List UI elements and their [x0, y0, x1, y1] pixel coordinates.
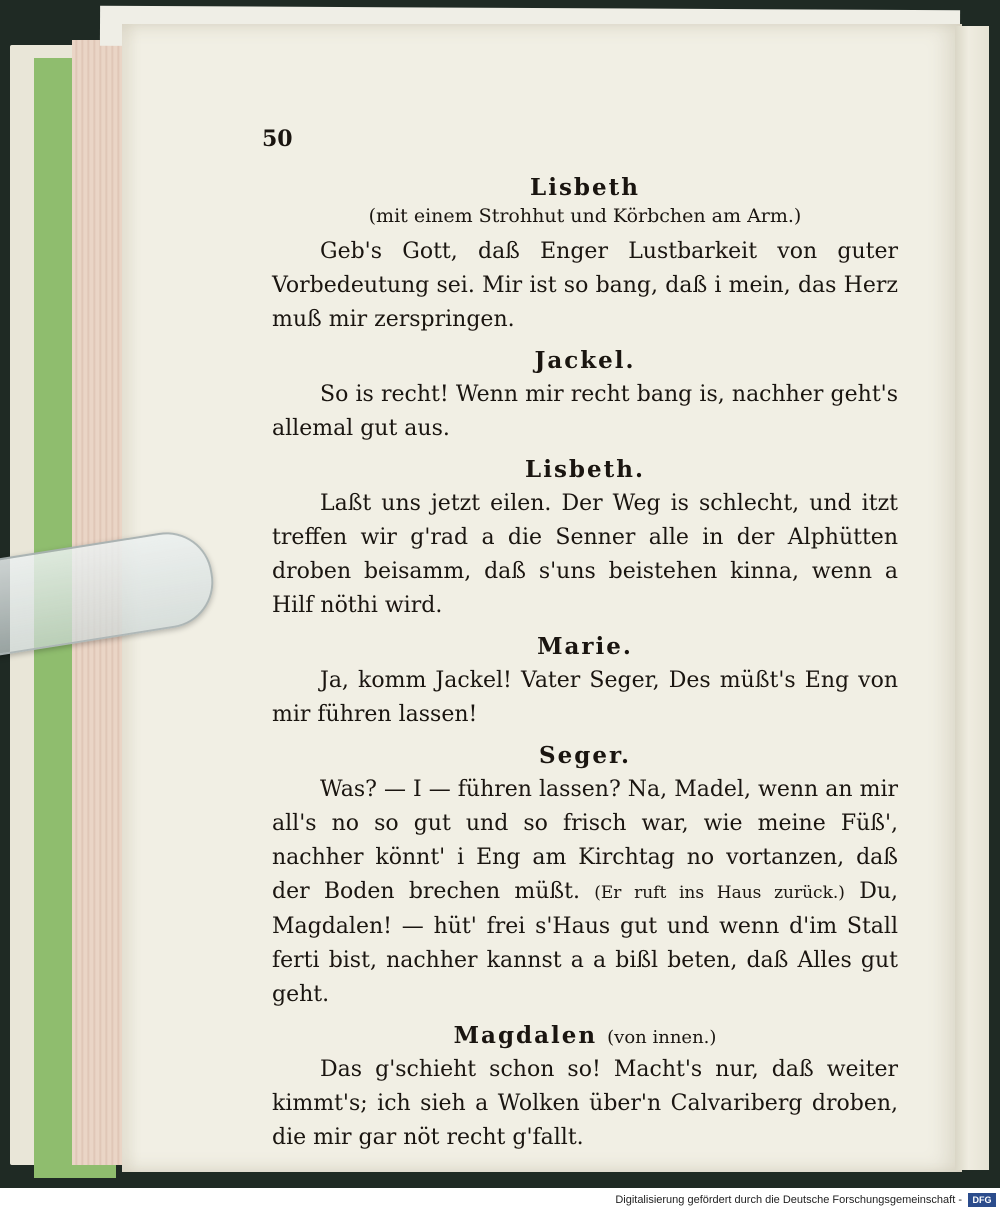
speaker-label: Magdalen — [453, 1022, 598, 1049]
speaker-name — [272, 1022, 898, 1049]
dialogue-paragraph: So is recht! Wenn mir recht bang is, nachher geht's allemal gut aus. — [272, 382, 898, 441]
speaker-name: Lisbeth — [530, 174, 640, 201]
dialogue-text: Du, Magdalen! — hüt' frei s'Haus gut und wenn d'im Stall ferti bist, nachher kannst a a bißl beten, daß Alles gut geht. — [272, 879, 899, 1007]
page-fold — [955, 26, 989, 1170]
stage-direction: (mit einem Strohhut und Körbchen am Arm.) — [368, 205, 802, 227]
speaker-name: Jackel. — [534, 347, 636, 374]
dfg-logo: DFG — [968, 1193, 996, 1207]
dialogue-text: Was? — I — führen lassen? Na, Madel, wenn an mir all's no so gut und so frisch war, wie meine Füß', nachher könnt' i Eng am Kirchtag no vortanzen, daß der Boden brechen müßt. — [272, 777, 898, 904]
dialogue-paragraph: Geb's Gott, daß Enger Lustbarkeit von guter Vorbedeutung sei. Mir ist so bang, daß i mein, das Herz muß mir zerspringen. — [272, 239, 898, 332]
page-text — [272, 168, 898, 1165]
inline-stage-direction: (Er ruft ins Haus zurück.) — [594, 883, 845, 903]
page-number: 50 — [262, 126, 293, 152]
speaker-name: Lisbeth. — [525, 456, 645, 483]
speaker-name: Seger. — [539, 742, 631, 769]
dialogue-paragraph — [272, 773, 898, 1012]
footer-credit: Digitalisierung gefördert durch die Deutsche Forschungsgemeinschaft - — [615, 1194, 962, 1206]
stage-direction: (von innen.) — [607, 1027, 717, 1048]
speaker-name: Marie. — [537, 633, 633, 660]
dialogue-paragraph: Ja, komm Jackel! Vater Seger, Des müßt's Eng von mir führen lassen! — [272, 668, 898, 727]
dialogue-paragraph: Laßt uns jetzt eilen. Der Weg is schlecht, und itzt treffen wir g'rad a die Senner alle in der Alphütten droben beisamm, daß s'uns beistehen kinna, wenn a Hilf nöthi wird. — [272, 491, 898, 618]
dialogue-paragraph: Das g'schieht schon so! Macht's nur, daß weiter kimmt's; ich sieh a Wolken über'n Calvariberg droben, die mir gar nöt recht g'fallt. — [272, 1057, 898, 1150]
